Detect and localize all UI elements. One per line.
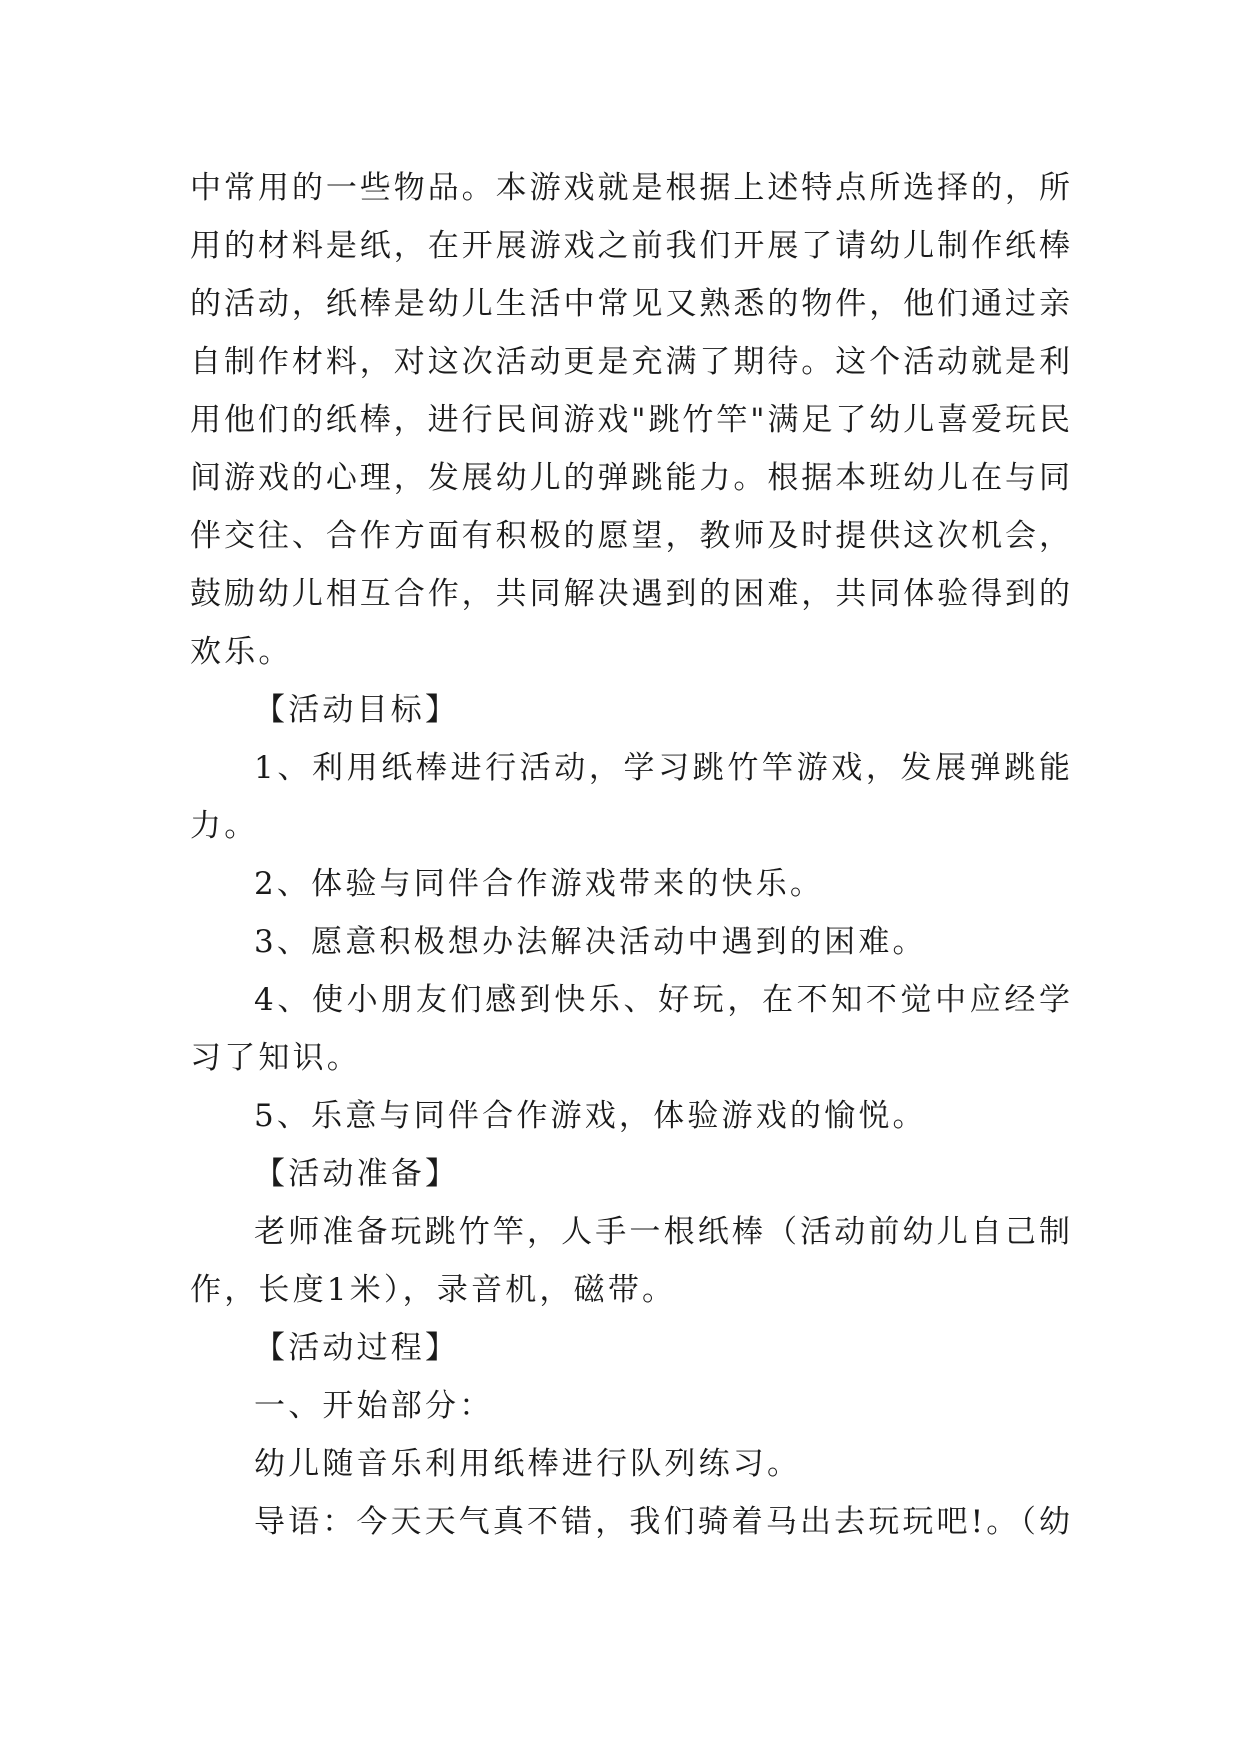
paragraph-line: 自制作材料，对这次活动更是充满了期待。这个活动就是利 bbox=[190, 344, 1070, 380]
paragraph-line: 的活动，纸棒是幼儿生活中常见又熟悉的物件，他们通过亲 bbox=[190, 286, 1070, 322]
preparation-text-continued: 作，长度1米），录音机，磁带。 bbox=[190, 1272, 677, 1308]
section-heading-process: 【活动过程】 bbox=[254, 1330, 460, 1366]
paragraph-line: 欢乐。 bbox=[190, 634, 293, 670]
section-heading-objectives: 【活动目标】 bbox=[254, 692, 460, 728]
process-text: 幼儿随音乐利用纸棒进行队列练习。 bbox=[254, 1446, 802, 1482]
paragraph-line: 伴交往、合作方面有积极的愿望，教师及时提供这次机会， bbox=[190, 518, 1070, 554]
objective-item-continued: 力。 bbox=[190, 808, 259, 844]
preparation-text: 老师准备玩跳竹竿，人手一根纸棒（活动前幼儿自己制 bbox=[254, 1214, 1070, 1250]
objective-item: 2、体验与同伴合作游戏带来的快乐。 bbox=[254, 866, 825, 902]
objective-item: 4、使小朋友们感到快乐、好玩，在不知不觉中应经学 bbox=[254, 982, 1070, 1018]
paragraph-line: 用他们的纸棒，进行民间游戏"跳竹竿"满足了幼儿喜爱玩民 bbox=[190, 402, 1070, 438]
objective-item-continued: 习了知识。 bbox=[190, 1040, 361, 1076]
paragraph-line: 鼓励幼儿相互合作，共同解决遇到的困难，共同体验得到的 bbox=[190, 576, 1070, 612]
paragraph-line: 用的材料是纸，在开展游戏之前我们开展了请幼儿制作纸棒 bbox=[190, 228, 1070, 264]
section-heading-preparation: 【活动准备】 bbox=[254, 1156, 460, 1192]
process-text: 导语：今天天气真不错，我们骑着马出去玩玩吧!。（幼 bbox=[254, 1504, 1070, 1540]
paragraph-line: 间游戏的心理，发展幼儿的弹跳能力。根据本班幼儿在与同 bbox=[190, 460, 1070, 496]
paragraph-line: 中常用的一些物品。本游戏就是根据上述特点所选择的，所 bbox=[190, 170, 1070, 206]
process-subheading: 一、开始部分： bbox=[254, 1388, 494, 1424]
objective-item: 5、乐意与同伴合作游戏，体验游戏的愉悦。 bbox=[254, 1098, 927, 1134]
objective-item: 1、利用纸棒进行活动，学习跳竹竿游戏，发展弹跳能 bbox=[254, 750, 1070, 786]
objective-item: 3、愿意积极想办法解决活动中遇到的困难。 bbox=[254, 924, 927, 960]
